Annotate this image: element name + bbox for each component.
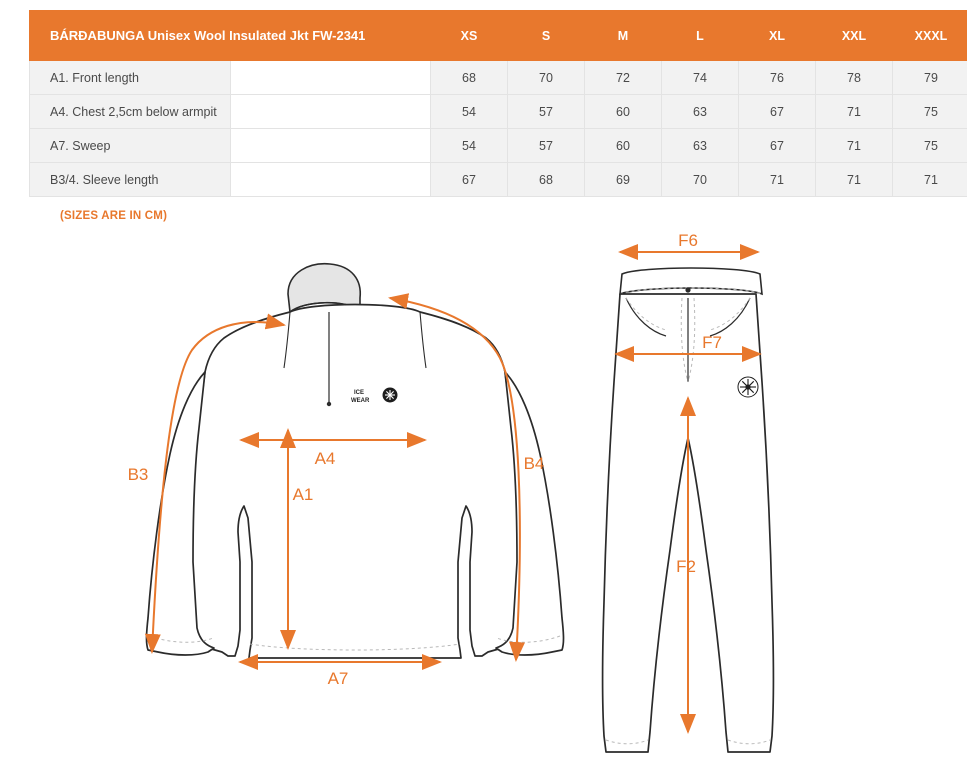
jacket-illustration	[128, 264, 564, 688]
table-title: BÁRÐABUNGA Unisex Wool Insulated Jkt FW-2341	[30, 11, 431, 61]
table-header-row	[30, 11, 967, 61]
cell-a7-xxl: 71	[816, 129, 893, 163]
cell-a4-m: 60	[585, 95, 662, 129]
size-table	[29, 10, 967, 197]
cell-b34-s: 68	[508, 163, 585, 197]
table-row	[30, 61, 967, 95]
cell-a1-xxl: 78	[816, 61, 893, 95]
table-row	[30, 129, 967, 163]
cell-a7-xxxl: 75	[893, 129, 967, 163]
column-header-xxxl: XXXL	[893, 11, 967, 61]
table-row	[30, 95, 967, 129]
pants-illustration	[603, 232, 774, 752]
cell-a7-l: 63	[662, 129, 739, 163]
column-header-xl: XL	[739, 11, 816, 61]
cell-a7-s: 57	[508, 129, 585, 163]
label-a1: A1	[292, 485, 314, 504]
cell-a7-m: 60	[585, 129, 662, 163]
cell-b34-xl: 71	[739, 163, 816, 197]
row-label-a1: A1. Front length	[30, 61, 231, 95]
cell-a1-m: 72	[585, 61, 662, 95]
cell-a4-xxxl: 75	[893, 95, 967, 129]
cell-b34-xs: 67	[431, 163, 508, 197]
label-f6: F6	[678, 232, 698, 250]
label-b4: B4	[523, 454, 545, 473]
column-header-xxl: XXL	[816, 11, 893, 61]
measurement-diagram	[0, 232, 967, 780]
row-label-a7: A7. Sweep	[30, 129, 231, 163]
cell-a1-s: 70	[508, 61, 585, 95]
row-spacer	[230, 61, 431, 95]
column-header-xs: XS	[431, 11, 508, 61]
cell-a7-xs: 54	[431, 129, 508, 163]
row-label-a4: A4. Chest 2,5cm below armpit	[30, 95, 231, 129]
table-header	[30, 11, 967, 61]
row-spacer	[230, 129, 431, 163]
label-a4: A4	[314, 449, 336, 468]
cell-b34-xxxl: 71	[893, 163, 967, 197]
svg-text:WEAR: WEAR	[351, 398, 370, 404]
cell-a4-xxl: 71	[816, 95, 893, 129]
cell-a4-xs: 54	[431, 95, 508, 129]
cell-a4-xl: 67	[739, 95, 816, 129]
label-f7: F7	[702, 333, 722, 352]
label-a7: A7	[327, 669, 349, 688]
column-header-l: L	[662, 11, 739, 61]
cell-a1-xxxl: 79	[893, 61, 967, 95]
svg-text:ICE: ICE	[354, 390, 365, 396]
column-header-s: S	[508, 11, 585, 61]
label-b3: B3	[127, 465, 149, 484]
cell-b34-xxl: 71	[816, 163, 893, 197]
row-label-b34: B3/4. Sleeve length	[30, 163, 231, 197]
cell-a1-l: 74	[662, 61, 739, 95]
cell-b34-l: 70	[662, 163, 739, 197]
row-spacer	[230, 95, 431, 129]
row-spacer	[230, 163, 431, 197]
cell-b34-m: 69	[585, 163, 662, 197]
pants-logo	[738, 377, 758, 397]
cell-a1-xs: 68	[431, 61, 508, 95]
table-row	[30, 163, 967, 197]
cell-a4-l: 63	[662, 95, 739, 129]
units-note: (SIZES ARE IN CM)	[60, 210, 168, 222]
column-header-m: M	[585, 11, 662, 61]
cell-a4-s: 57	[508, 95, 585, 129]
cell-a1-xl: 76	[739, 61, 816, 95]
table-body	[30, 61, 967, 197]
cell-a7-xl: 67	[739, 129, 816, 163]
label-f2: F2	[676, 557, 696, 576]
